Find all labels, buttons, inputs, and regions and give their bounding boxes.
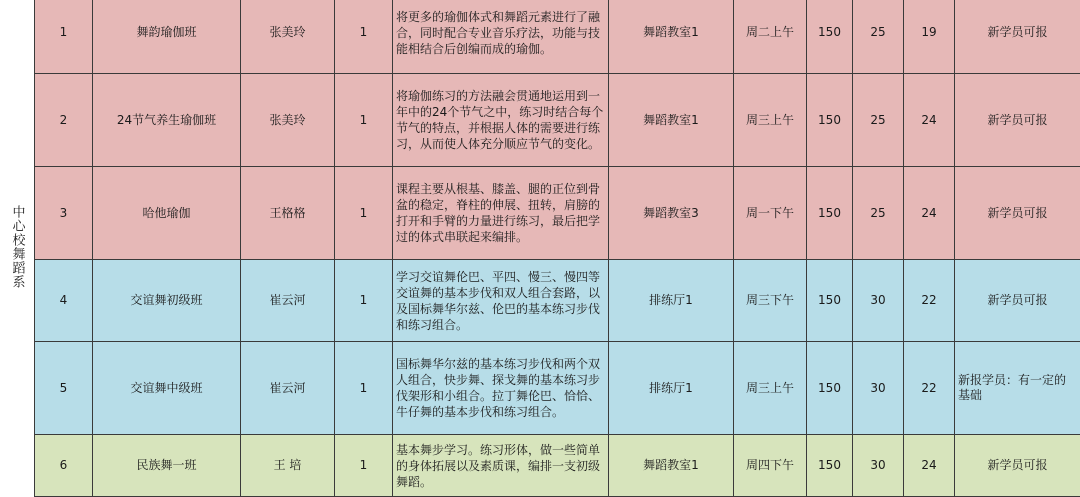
classroom-cell[interactable]: 排练厅1 xyxy=(609,342,734,435)
sessions-cell[interactable]: 1 xyxy=(335,167,393,260)
note-cell[interactable]: 新学员可报 xyxy=(955,435,1080,497)
classroom-cell[interactable]: 排练厅1 xyxy=(609,260,734,342)
capacity-cell[interactable]: 30 xyxy=(853,435,904,497)
enrolled-cell[interactable]: 24 xyxy=(904,74,955,167)
schedule-cell[interactable]: 周三上午 xyxy=(734,342,807,435)
teacher-cell[interactable]: 张美玲 xyxy=(241,74,335,167)
description-cell[interactable]: 基本舞步学习。练习形体，做一些简单的身体拓展以及素质课，编排一支初级舞蹈。 xyxy=(393,435,609,497)
fee-cell[interactable]: 150 xyxy=(807,260,853,342)
description-cell[interactable]: 将瑜伽练习的方法融会贯通地运用到一年中的24个节气之中，练习时结合每个节气的特点，并根据人体的需要进行练习，从而使人体充分顺应节气的变化。 xyxy=(393,74,609,167)
fee-cell[interactable]: 150 xyxy=(807,0,853,74)
row-number-cell[interactable]: 2 xyxy=(35,74,93,167)
course-name-cell[interactable]: 交谊舞初级班 xyxy=(93,260,241,342)
classroom-cell[interactable]: 舞蹈教室3 xyxy=(609,167,734,260)
course-name-cell[interactable]: 哈他瑜伽 xyxy=(93,167,241,260)
teacher-cell[interactable]: 王 培 xyxy=(241,435,335,497)
table-row xyxy=(35,435,1080,497)
schedule-cell[interactable]: 周二上午 xyxy=(734,0,807,74)
description-cell[interactable]: 学习交谊舞伦巴、平四、慢三、慢四等交谊舞的基本步伐和双人组合套路，以及国标舞华尔兹、伦巴的基本练习步伐和练习组合。 xyxy=(393,260,609,342)
schedule-cell[interactable]: 周一下午 xyxy=(734,167,807,260)
row-number-cell[interactable]: 4 xyxy=(35,260,93,342)
description-cell[interactable]: 课程主要从根基、膝盖、腿的正位到骨盆的稳定，脊柱的伸展、扭转，肩膀的打开和手臂的力量进行练习，最后把学过的体式串联起来编排。 xyxy=(393,167,609,260)
table-row xyxy=(35,342,1080,435)
course-name-cell[interactable]: 舞韵瑜伽班 xyxy=(93,0,241,74)
course-name-cell[interactable]: 交谊舞中级班 xyxy=(93,342,241,435)
fee-cell[interactable]: 150 xyxy=(807,435,853,497)
fee-cell[interactable]: 150 xyxy=(807,167,853,260)
course-name-cell[interactable]: 24节气养生瑜伽班 xyxy=(93,74,241,167)
enrolled-cell[interactable]: 22 xyxy=(904,342,955,435)
note-cell[interactable]: 新学员可报 xyxy=(955,74,1080,167)
row-number-cell[interactable]: 5 xyxy=(35,342,93,435)
schedule-cell[interactable]: 周三上午 xyxy=(734,74,807,167)
table-row xyxy=(35,0,1080,74)
course-table xyxy=(34,0,1080,497)
enrolled-cell[interactable]: 24 xyxy=(904,167,955,260)
classroom-cell[interactable]: 舞蹈教室1 xyxy=(609,435,734,497)
schedule-cell[interactable]: 周三下午 xyxy=(734,260,807,342)
capacity-cell[interactable]: 25 xyxy=(853,74,904,167)
row-number-cell[interactable]: 6 xyxy=(35,435,93,497)
teacher-cell[interactable]: 崔云河 xyxy=(241,342,335,435)
capacity-cell[interactable]: 30 xyxy=(853,260,904,342)
capacity-cell[interactable]: 25 xyxy=(853,0,904,74)
note-cell[interactable]: 新学员可报 xyxy=(955,260,1080,342)
capacity-cell[interactable]: 25 xyxy=(853,167,904,260)
classroom-cell[interactable]: 舞蹈教室1 xyxy=(609,74,734,167)
sessions-cell[interactable]: 1 xyxy=(335,74,393,167)
teacher-cell[interactable]: 张美玲 xyxy=(241,0,335,74)
classroom-cell[interactable]: 舞蹈教室1 xyxy=(609,0,734,74)
teacher-cell[interactable]: 崔云河 xyxy=(241,260,335,342)
note-cell[interactable]: 新学员可报 xyxy=(955,167,1080,260)
capacity-cell[interactable]: 30 xyxy=(853,342,904,435)
fee-cell[interactable]: 150 xyxy=(807,342,853,435)
sessions-cell[interactable]: 1 xyxy=(335,0,393,74)
table-row xyxy=(35,74,1080,167)
table-row xyxy=(35,167,1080,260)
note-cell[interactable]: 新学员可报 xyxy=(955,0,1080,74)
table-row xyxy=(35,260,1080,342)
department-cell[interactable] xyxy=(0,0,34,493)
department-label: 中心校舞蹈系 xyxy=(11,205,24,289)
sessions-cell[interactable]: 1 xyxy=(335,435,393,497)
course-name-cell[interactable]: 民族舞一班 xyxy=(93,435,241,497)
enrolled-cell[interactable]: 22 xyxy=(904,260,955,342)
enrolled-cell[interactable]: 19 xyxy=(904,0,955,74)
row-number-cell[interactable]: 1 xyxy=(35,0,93,74)
description-cell[interactable]: 国标舞华尔兹的基本练习步伐和两个双人组合，快步舞、探戈舞的基本练习步伐架形和小组合。拉丁舞伦巴、恰恰、牛仔舞的基本步伐和练习组合。 xyxy=(393,342,609,435)
note-cell[interactable]: 新报学员：有一定的基础 xyxy=(955,342,1080,435)
row-number-cell[interactable]: 3 xyxy=(35,167,93,260)
schedule-cell[interactable]: 周四下午 xyxy=(734,435,807,497)
sessions-cell[interactable]: 1 xyxy=(335,260,393,342)
description-cell[interactable]: 将更多的瑜伽体式和舞蹈元素进行了融合，同时配合专业音乐疗法，功能与技能相结合后创编而成的瑜伽。 xyxy=(393,0,609,74)
teacher-cell[interactable]: 王格格 xyxy=(241,167,335,260)
enrolled-cell[interactable]: 24 xyxy=(904,435,955,497)
fee-cell[interactable]: 150 xyxy=(807,74,853,167)
sessions-cell[interactable]: 1 xyxy=(335,342,393,435)
